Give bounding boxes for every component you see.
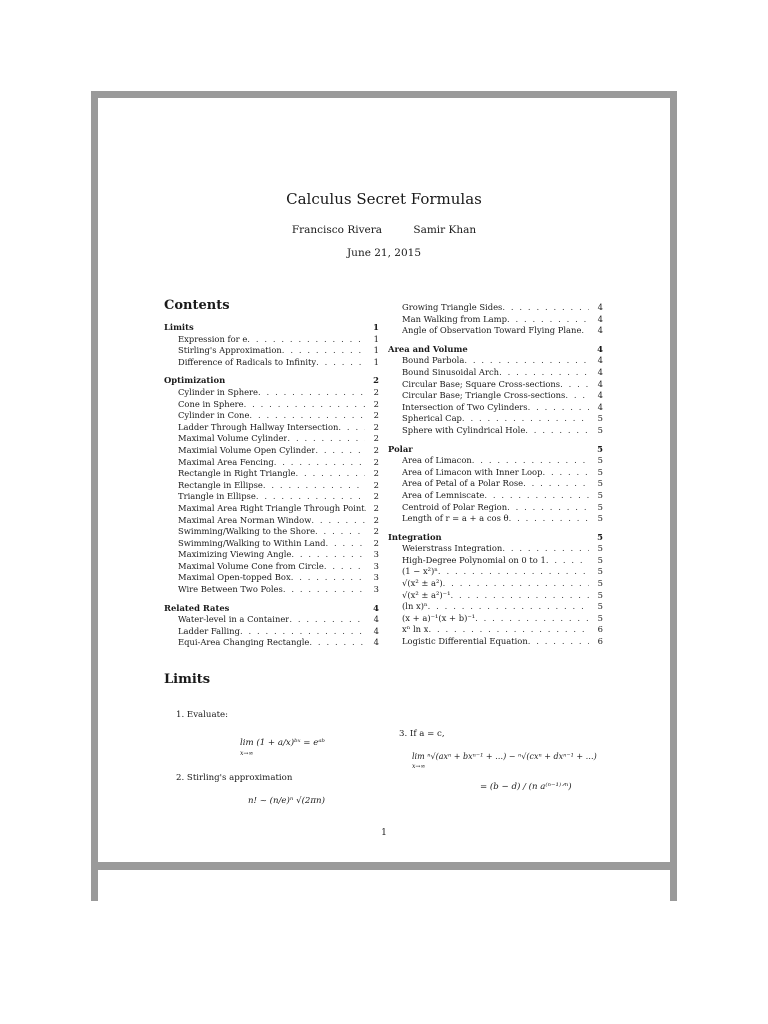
toc-label: Related Rates [164,602,230,613]
toc-page: 2 [373,410,379,421]
toc-page: 3 [373,584,379,595]
toc-entry[interactable] [164,468,379,480]
toc-leader [528,402,589,414]
toc-leader [442,532,589,544]
toc-label: Circular Base; Triangle Cross-sections [402,390,566,401]
toc-section[interactable] [388,344,603,356]
toc-label: Area of Petal of a Polar Rose [402,478,524,489]
toc-page: 5 [597,612,603,623]
toc-section[interactable] [164,603,379,615]
toc-leader [338,422,365,434]
toc-page: 2 [373,537,379,548]
toc-label: Water-level in a Container [178,614,290,625]
toc-page: 5 [597,424,603,435]
toc-page: 2 [373,375,379,386]
toc-label: Centroid of Polar Region [402,501,508,512]
toc-entry[interactable] [164,491,379,503]
toc-label: Intersection of Two Cylinders [402,401,528,412]
toc-entry[interactable] [388,478,603,490]
toc-entry[interactable] [164,422,379,434]
toc-page: 4 [373,614,379,625]
toc-entry[interactable] [388,543,603,555]
toc-label: Weierstrass Integration [402,543,503,554]
toc-leader [428,624,589,636]
toc-entry[interactable] [388,302,603,314]
toc-page: 1 [373,356,379,367]
author-1: Francisco Rivera [291,224,383,236]
toc-label: Polar [388,443,413,454]
toc-section[interactable] [388,444,603,456]
toc-page: 2 [373,433,379,444]
toc-entry[interactable] [164,357,379,369]
toc-leader [296,468,365,480]
toc-label: Area of Limacon [402,455,472,466]
toc-entry[interactable] [164,637,379,649]
toc-section[interactable] [164,375,379,387]
formula-1: lim (1 + a/x)ᵇˣ = eᵃᵇ [240,738,325,748]
toc-entry[interactable] [388,578,603,590]
toc-entry[interactable] [164,345,379,357]
toc-label: Length of r = a + a cos θ [402,513,509,524]
formula-3: lim ⁿ√(axⁿ + bxⁿ⁻¹ + …) − ⁿ√(cxⁿ + dxⁿ⁻¹ + …) [412,752,597,761]
toc-page: 6 [597,636,603,647]
toc-entry[interactable] [164,480,379,492]
toc-page: 5 [597,513,603,524]
toc-label: Ladder Falling [178,625,240,636]
toc-label: √(x² ± a²)⁻¹ [402,589,451,600]
toc-label: Bound Parbola [402,355,465,366]
toc-entry[interactable] [388,402,603,414]
toc-label: Equi-Area Changing Rectangle [178,637,310,648]
toc-leader [438,566,589,578]
toc-leader [258,387,365,399]
toc-label: Swimming/Walking to Within Land [178,537,326,548]
toc-page: 5 [597,531,603,542]
toc-label: √(x² ± a²) [402,578,443,589]
toc-leader [263,480,365,492]
toc-page: 4 [597,313,603,324]
toc-entry[interactable] [388,325,603,337]
toc-leader [507,314,589,326]
toc-entry[interactable] [388,467,603,479]
toc-leader [413,444,589,456]
toc-label: Man Walking from Lamp [402,313,507,324]
toc-page: 2 [373,456,379,467]
toc-leader [507,502,589,514]
toc-page: 5 [597,489,603,500]
toc-leader [523,478,589,490]
toc-entry[interactable] [388,502,603,514]
doc-date: June 21, 2015 [346,247,422,259]
toc-label: (x + a)⁻¹(x + b)⁻¹ [402,612,476,623]
toc-label: Difference of Radicals to Infinity [178,356,317,367]
toc-page: 5 [597,554,603,565]
toc-page: 2 [373,479,379,490]
contents-heading: Contents [164,298,230,313]
toc-page: 5 [597,601,603,612]
toc-entry[interactable] [164,584,379,596]
toc-label: Rectangle in Ellipse [178,479,263,490]
toc-label: Area of Limacon with Inner Loop [402,466,543,477]
toc-page: 4 [373,625,379,636]
toc-page: 2 [373,398,379,409]
item-2: 2. Stirling's approximation [176,773,293,783]
toc-label: Rectangle in Right Triangle [178,468,296,479]
toc-leader [525,425,589,437]
toc-leader [502,543,589,555]
toc-entry[interactable] [388,624,603,636]
toc-page: 2 [373,444,379,455]
toc-label: Maximizing Viewing Angle [178,549,292,560]
toc-label: (ln x)ⁿ [402,601,428,612]
toc-entry[interactable] [164,572,379,584]
toc-label: Maximal Area Fencing [178,456,274,467]
toc-leader [462,413,589,425]
toc-leader [468,344,589,356]
toc-page: 5 [597,466,603,477]
toc-page: 4 [597,343,603,354]
toc-leader [291,549,365,561]
toc-leader [309,637,365,649]
toc-entry[interactable] [164,387,379,399]
toc-leader [283,584,365,596]
toc-page: 2 [373,491,379,502]
toc-page: 4 [597,355,603,366]
toc-page: 5 [597,443,603,454]
toc-entry[interactable] [388,590,603,602]
toc-label: Maximal Volume Cylinder [178,433,288,444]
toc-leader [289,614,365,626]
toc-entry[interactable] [388,379,603,391]
toc-page: 1 [373,333,379,344]
toc-page: 2 [373,502,379,513]
toc-page: 5 [597,478,603,489]
toc-leader [509,513,589,525]
toc-leader [274,457,365,469]
toc-entry[interactable] [388,555,603,567]
toc-entry[interactable] [388,566,603,578]
toc-page: 4 [597,325,603,336]
toc-label: Wire Between Two Poles [178,584,283,595]
toc-label: Optimization [164,375,226,386]
toc-leader [282,345,365,357]
toc-entry[interactable] [388,413,603,425]
toc-leader [287,433,365,445]
toc-page: 5 [597,578,603,589]
toc-entry[interactable] [164,626,379,638]
toc-leader [443,578,589,590]
toc-label: Maximal Area Right Triangle Through Point [178,502,365,513]
toc-leader [225,375,365,387]
toc-leader [324,561,365,573]
toc-label: Spherical Cap [402,413,462,424]
toc-label: Logistic Differential Equation [402,636,528,647]
toc-label: Maximal Volume Cone from Circle [178,560,324,571]
toc-label: Circular Base; Square Cross-sections [402,378,561,389]
toc-leader [428,601,589,613]
toc-entry[interactable] [164,445,379,457]
toc-page: 2 [373,514,379,525]
toc-section[interactable] [388,532,603,544]
toc-page: 2 [373,421,379,432]
toc-right-column [388,302,603,648]
toc-leader [499,367,589,379]
toc-label: Expression for e [178,333,248,344]
next-page [98,870,670,910]
toc-leader [247,334,365,346]
toc-entry[interactable] [164,503,379,515]
toc-leader [528,636,589,648]
item-1: 1. Evaluate: [176,710,229,720]
toc-entry[interactable] [388,513,603,525]
toc-entry[interactable] [164,334,379,346]
toc-entry[interactable] [164,561,379,573]
toc-leader [249,410,365,422]
toc-page: 4 [597,302,603,312]
page-number: 1 [381,828,387,838]
toc-leader [315,526,365,538]
toc-label: Integration [388,531,442,542]
toc-label: Cone in Sphere [178,398,244,409]
toc-entry[interactable] [388,455,603,467]
toc-page: 4 [597,366,603,377]
toc-label: Triangle in Ellipse [178,491,256,502]
toc-page: 1 [373,322,379,332]
toc-leader [464,355,589,367]
toc-label: Maximal Open-topped Box [178,572,291,583]
toc-leader [244,399,365,411]
formula-3b: = (b − d) / (n a⁽ⁿ⁻¹⁾ᐟⁿ) [480,782,572,792]
toc-page: 5 [597,501,603,512]
toc-label: Sphere with Cylindrical Hole [402,424,526,435]
toc-left-column [164,322,379,649]
formula-1-sub: x→∞ [240,750,254,757]
toc-leader [315,445,365,457]
toc-page: 2 [373,468,379,479]
toc-label: Maximal Area Norman Window [178,514,312,525]
toc-page: 3 [373,572,379,583]
author-2: Samir Khan [413,224,477,236]
formula-3-sub: x→∞ [412,763,426,770]
toc-page: 5 [597,413,603,424]
toc-label: High-Degree Polynomial on 0 to 1 [402,554,546,565]
toc-leader [502,302,589,314]
toc-entry[interactable] [164,433,379,445]
toc-leader [256,491,365,503]
toc-page: 4 [597,390,603,401]
toc-page: 2 [373,526,379,537]
limits-heading: Limits [164,672,211,687]
toc-page: 3 [373,549,379,560]
doc-title: Calculus Secret Formulas [286,190,482,208]
toc-page: 4 [373,637,379,648]
toc-entry[interactable] [164,410,379,422]
toc-leader [291,572,365,584]
toc-entry[interactable] [164,399,379,411]
document-page [98,98,670,862]
authors [98,224,670,236]
toc-leader [484,490,589,502]
toc-leader [194,322,365,334]
toc-label: Cylinder in Sphere [178,386,259,397]
toc-label: Ladder Through Hallway Intersection [178,421,339,432]
toc-page: 5 [597,455,603,466]
toc-page: 5 [597,566,603,577]
toc-entry[interactable] [164,549,379,561]
toc-leader [450,590,589,602]
toc-entry[interactable] [388,367,603,379]
toc-entry[interactable] [164,526,379,538]
toc-entry[interactable] [388,425,603,437]
toc-page: 5 [597,543,603,554]
toc-page: 5 [597,589,603,600]
toc-leader [475,613,589,625]
toc-label: Stirling's Approximation [178,345,282,356]
toc-page: 4 [597,378,603,389]
formula-2: n! ~ (n/e)ⁿ √(2πn) [248,796,325,806]
toc-entry[interactable] [164,538,379,550]
toc-label: Growing Triangle Sides [402,302,503,312]
toc-leader [311,515,365,527]
toc-label: Maximial Volume Open Cylinder [178,444,316,455]
toc-entry[interactable] [164,614,379,626]
toc-leader [316,357,365,369]
toc-page: 1 [373,345,379,356]
toc-entry[interactable] [388,636,603,648]
toc-section[interactable] [164,322,379,334]
toc-leader [581,325,589,337]
toc-entry[interactable] [388,490,603,502]
toc-entry[interactable] [388,613,603,625]
toc-label: Area of Lemniscate [402,489,485,500]
toc-leader [240,626,365,638]
toc-page: 6 [597,624,603,635]
toc-entry[interactable] [164,515,379,527]
toc-entry[interactable] [164,457,379,469]
toc-page: 4 [373,602,379,613]
toc-page: 2 [373,386,379,397]
toc-entry[interactable] [388,355,603,367]
toc-leader [546,555,589,567]
toc-entry[interactable] [388,601,603,613]
toc-leader [560,379,589,391]
toc-label: Swimming/Walking to the Shore [178,526,316,537]
toc-leader [472,455,589,467]
toc-label: Cylinder in Cone [178,410,250,421]
toc-leader [325,538,365,550]
toc-leader [542,467,589,479]
toc-label: Area and Volume [388,343,468,354]
toc-label: Limits [164,322,194,332]
toc-label: xⁿ ln x [402,624,429,635]
toc-page: 4 [597,401,603,412]
toc-entry[interactable] [388,314,603,326]
toc-entry[interactable] [388,390,603,402]
toc-label: (1 − x²)ⁿ [402,566,438,577]
item-3: 3. If a = c, [399,729,445,739]
toc-leader [565,390,589,402]
toc-leader [229,603,365,615]
toc-label: Bound Sinusoidal Arch [402,366,500,377]
toc-label: Angle of Observation Toward Flying Plane [402,325,582,336]
toc-page: 3 [373,560,379,571]
